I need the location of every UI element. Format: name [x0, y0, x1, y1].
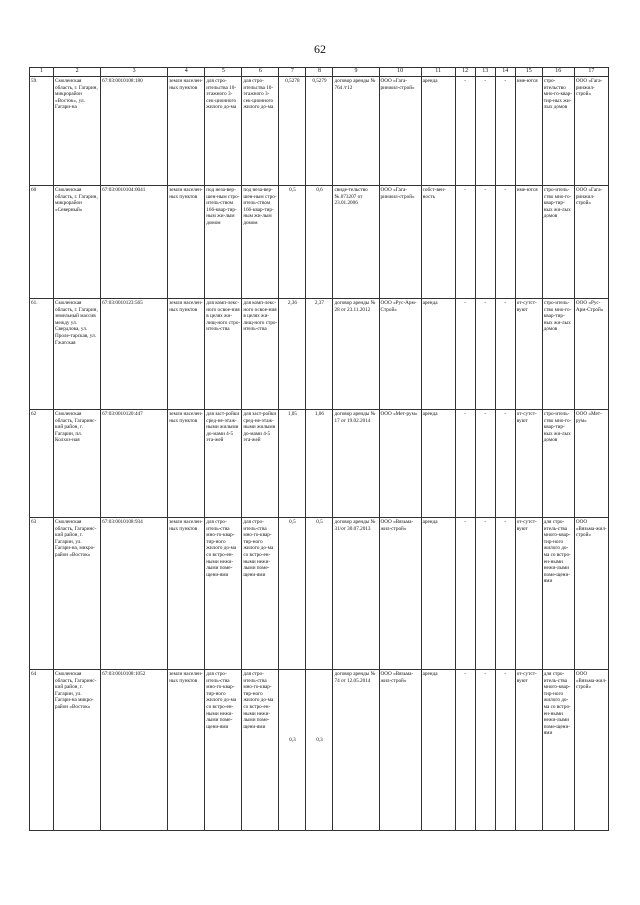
permitted-use-cell: для комп-лекс-ного освое-ния в целях жи-лищ-ного стро-итель-ства: [205, 299, 242, 410]
table-row: [30, 186, 609, 299]
column-13-cell: -: [475, 77, 495, 186]
right-holder-cell: ООО «Гага-ринжил-строй»: [379, 77, 421, 186]
column-14-cell: -: [495, 186, 515, 299]
column-13-cell: -: [475, 410, 495, 518]
right-type-cell: аренда: [421, 410, 455, 518]
area-doc-cell: 2,36: [279, 299, 306, 410]
area-fact-cell: 0,5279: [306, 77, 333, 186]
land-plot-register-table: [29, 67, 609, 831]
usage-purpose-cell: стро-ительство мно-го-квар-тир-ных жи-лых домов: [542, 77, 574, 186]
basis-document-cell: договор аренды № 17 от 19.02.2014: [333, 410, 379, 518]
column-header: 9: [333, 68, 379, 77]
right-type-cell: аренда: [421, 518, 455, 670]
usage-purpose-cell: стро-итель-ство мно-го-квар-тир-ных жи-лых домов: [542, 410, 574, 518]
address-cell: Смоленская область, г. Гагарин, микрорайон «Северный»: [54, 186, 101, 299]
encumbrance-cell: от-сутст-вуют: [515, 670, 542, 831]
cadastral-number-cell: 67:03:0010108:934: [101, 518, 168, 670]
right-holder-cell: ООО «Гага-ринжил-строй»: [379, 186, 421, 299]
area-doc-cell: [279, 670, 306, 831]
cadastral-number-cell: 67:03:0010108:1052: [101, 670, 168, 831]
column-12-cell: -: [455, 670, 475, 831]
address-cell: Смоленская область, Гагаринс-кий район, г. Гагарин, ул. Гагари-на, микро-район «Восток»: [54, 518, 101, 670]
column-13-cell: -: [475, 299, 495, 410]
permitted-use-cell: для стро-ительства 10-этажного 3-сек-ционного жилого до-ма: [205, 77, 242, 186]
right-type-cell: аренда: [421, 670, 455, 831]
column-header: 13: [475, 68, 495, 77]
encumbrance-cell: име-ются: [515, 186, 542, 299]
cadastral-number-cell: 67:03:0010108:180: [101, 77, 168, 186]
right-type-cell: аренда: [421, 77, 455, 186]
area-doc-cell: 0,5: [279, 518, 306, 670]
area-doc-cell: 0,5: [279, 186, 306, 299]
column-header: 12: [455, 68, 475, 77]
cadastral-number-cell: 67:03:0010104:0041: [101, 186, 168, 299]
table-row: [30, 77, 609, 186]
basis-document-cell: договор аренды № 74 от 12.05.2014: [333, 670, 379, 831]
usage-purpose-cell: стро-итель-ство мно-го-квар-тир-ных жи-лых домов: [542, 186, 574, 299]
address-cell: Смоленская область, Гагаринс-кий район, г. Гагарин, пл. Колхоз-ная: [54, 410, 101, 518]
page-number: 62: [314, 42, 326, 56]
row-number: 61.: [30, 299, 54, 410]
address-cell: Смоленская область, г. Гагарин, микрорайон «Восток», ул. Гагари-на: [54, 77, 101, 186]
area-fact-value: 0,3: [316, 737, 323, 743]
area-doc-cell: 0,5278: [279, 77, 306, 186]
right-holder-cell: ООО «Мет-рум»: [379, 410, 421, 518]
usage-purpose-cell: для стро-итель-ства много-квар-тир-ного жилого до-ма со встро-ен-ными нежи-лыми поме-щени-ями: [542, 670, 574, 831]
basis-document-cell: договор аренды № 28 от 23.11.2012: [333, 299, 379, 410]
row-number: 59.: [30, 77, 54, 186]
basis-document-cell: договор аренды № 764 /г12: [333, 77, 379, 186]
area-doc-cell: 1,05: [279, 410, 306, 518]
right-holder-cell: ООО «Рус-Арм-Строй»: [379, 299, 421, 410]
permitted-use-cell: под неза-вер-шен-ным стро-итель-ством 166-квар-тир-ным жи-лым домом: [205, 186, 242, 299]
column-13-cell: -: [475, 186, 495, 299]
column-14-cell: -: [495, 299, 515, 410]
row-number: 62: [30, 410, 54, 518]
actual-use-cell: для стро-итель-ства мно-го-квар-тир-ного жилого до-ма со встро-ен-ными нежи-лыми поме-щени-ями: [242, 518, 279, 670]
right-type-cell: собст-вен-ность: [421, 186, 455, 299]
column-13-cell: -: [475, 670, 495, 831]
column-12-cell: -: [455, 186, 475, 299]
land-category-cell: земли населен-ных пунктов: [168, 410, 205, 518]
column-header: 17: [574, 68, 608, 77]
table-row: [30, 299, 609, 410]
column-header: 3: [101, 68, 168, 77]
area-fact-cell: 1,06: [306, 410, 333, 518]
encumbrance-cell: име-ются: [515, 77, 542, 186]
area-doc-value: 0,3: [289, 737, 296, 743]
land-category-cell: земли населен-ных пунктов: [168, 299, 205, 410]
actual-use-cell: под неза-вер-шен-ным стро-итель-ством 166-квар-тир-ным жи-лым домом: [242, 186, 279, 299]
column-header: 5: [205, 68, 242, 77]
column-14-cell: -: [495, 410, 515, 518]
column-header: 16: [542, 68, 574, 77]
user-cell: ООО «Рус-Арм-Строй»: [574, 299, 608, 410]
column-header: 10: [379, 68, 421, 77]
address-cell: Смоленская область, г. Гагарин, земельный массив между ул. Свердлова, ул. Проле-тарская, ул. Гжатская: [54, 299, 101, 410]
area-fact-cell: 0,6: [306, 186, 333, 299]
column-header: 8: [306, 68, 333, 77]
land-category-cell: земли населен-ных пунктов: [168, 186, 205, 299]
encumbrance-cell: от-сутст-вуют: [515, 299, 542, 410]
land-category-cell: земли населен-ных пунктов: [168, 518, 205, 670]
user-cell: ООО «Вязьма-жил-строй»: [574, 670, 608, 831]
column-header: 14: [495, 68, 515, 77]
table-row: [30, 670, 609, 831]
row-number: 60: [30, 186, 54, 299]
column-12-cell: -: [455, 299, 475, 410]
area-fact-cell: 2,37: [306, 299, 333, 410]
column-header: 6: [242, 68, 279, 77]
column-header: 7: [279, 68, 306, 77]
column-header: 2: [54, 68, 101, 77]
cadastral-number-cell: 67:03:0010120:447: [101, 410, 168, 518]
encumbrance-cell: от-сутст-вуют: [515, 410, 542, 518]
column-12-cell: -: [455, 410, 475, 518]
cadastral-number-cell: 67:03:0010123:565: [101, 299, 168, 410]
area-fact-cell: 0,5: [306, 518, 333, 670]
user-cell: ООО «Гага-ринжил-строй»: [574, 77, 608, 186]
right-holder-cell: ООО «Вязьма-жил-строй»: [379, 670, 421, 831]
user-cell: ООО «Мет-рум»: [574, 410, 608, 518]
row-number: 64: [30, 670, 54, 831]
right-holder-cell: ООО «Вязьма-жил-строй»: [379, 518, 421, 670]
address-cell: Смоленская область, Гагаринс-кий район, г. Гагарин, ул. Гагари-на микро-район «Восток»: [54, 670, 101, 831]
column-header: 15: [515, 68, 542, 77]
permitted-use-cell: для стро-итель-ства мно-го-квар-тир-ного жилого до-ма со встро-ен-ными нежи-лыми поме-щени-ями: [205, 670, 242, 831]
actual-use-cell: для стро-итель-ства мно-го-квар-тир-ного жилого до-ма со встро-ен-ными нежи-лыми поме-щени-ями: [242, 670, 279, 831]
land-category-cell: земли населен-ных пунктов: [168, 670, 205, 831]
column-14-cell: -: [495, 77, 515, 186]
right-type-cell: аренда: [421, 299, 455, 410]
column-14-cell: -: [495, 670, 515, 831]
permitted-use-cell: для заст-ройки сред-не-этаж-ными жилыми до-мами 4-5 эта-жей: [205, 410, 242, 518]
column-12-cell: -: [455, 518, 475, 670]
column-14-cell: -: [495, 518, 515, 670]
column-header: 11: [421, 68, 455, 77]
encumbrance-cell: от-сутст-вуют: [515, 518, 542, 670]
usage-purpose-cell: стро-итель-ство мно-го-квар-тир-ных жи-лых домов: [542, 299, 574, 410]
basis-document-cell: договор аренды № 31/от 30.07.2013: [333, 518, 379, 670]
permitted-use-cell: для стро-итель-ства мно-го-квар-тир-ного жилого до-ма со встро-ен-ными нежи-лыми поме-щени-ями: [205, 518, 242, 670]
column-header: 1: [30, 68, 54, 77]
user-cell: ООО «Гага-ринжил-строй»: [574, 186, 608, 299]
land-category-cell: земли населен-ных пунктов: [168, 77, 205, 186]
column-13-cell: -: [475, 518, 495, 670]
actual-use-cell: для комп-лекс-ного освое-ния в целях жи-лищ-ного стро-итель-ства: [242, 299, 279, 410]
area-fact-cell: [306, 670, 333, 831]
column-number-row: [30, 68, 609, 77]
column-12-cell: -: [455, 77, 475, 186]
row-number: 63: [30, 518, 54, 670]
user-cell: ООО «Вязьма-жил-строй»: [574, 518, 608, 670]
actual-use-cell: для заст-ройки сред-не-этаж-ными жилыми до-мами 4-5 эта-жей: [242, 410, 279, 518]
table-row: [30, 518, 609, 670]
usage-purpose-cell: для стро-итель-ства много-квар-тир-ного жилого до-ма со встро-ен-ными нежи-лыми поме-щени-ями: [542, 518, 574, 670]
actual-use-cell: для стро-ительства 10-этажного 3-сек-ционного жилого до-ма: [242, 77, 279, 186]
table-row: [30, 410, 609, 518]
column-header: 4: [168, 68, 205, 77]
basis-document-cell: свиде-тельство №.073207 от 23.01.2006: [333, 186, 379, 299]
